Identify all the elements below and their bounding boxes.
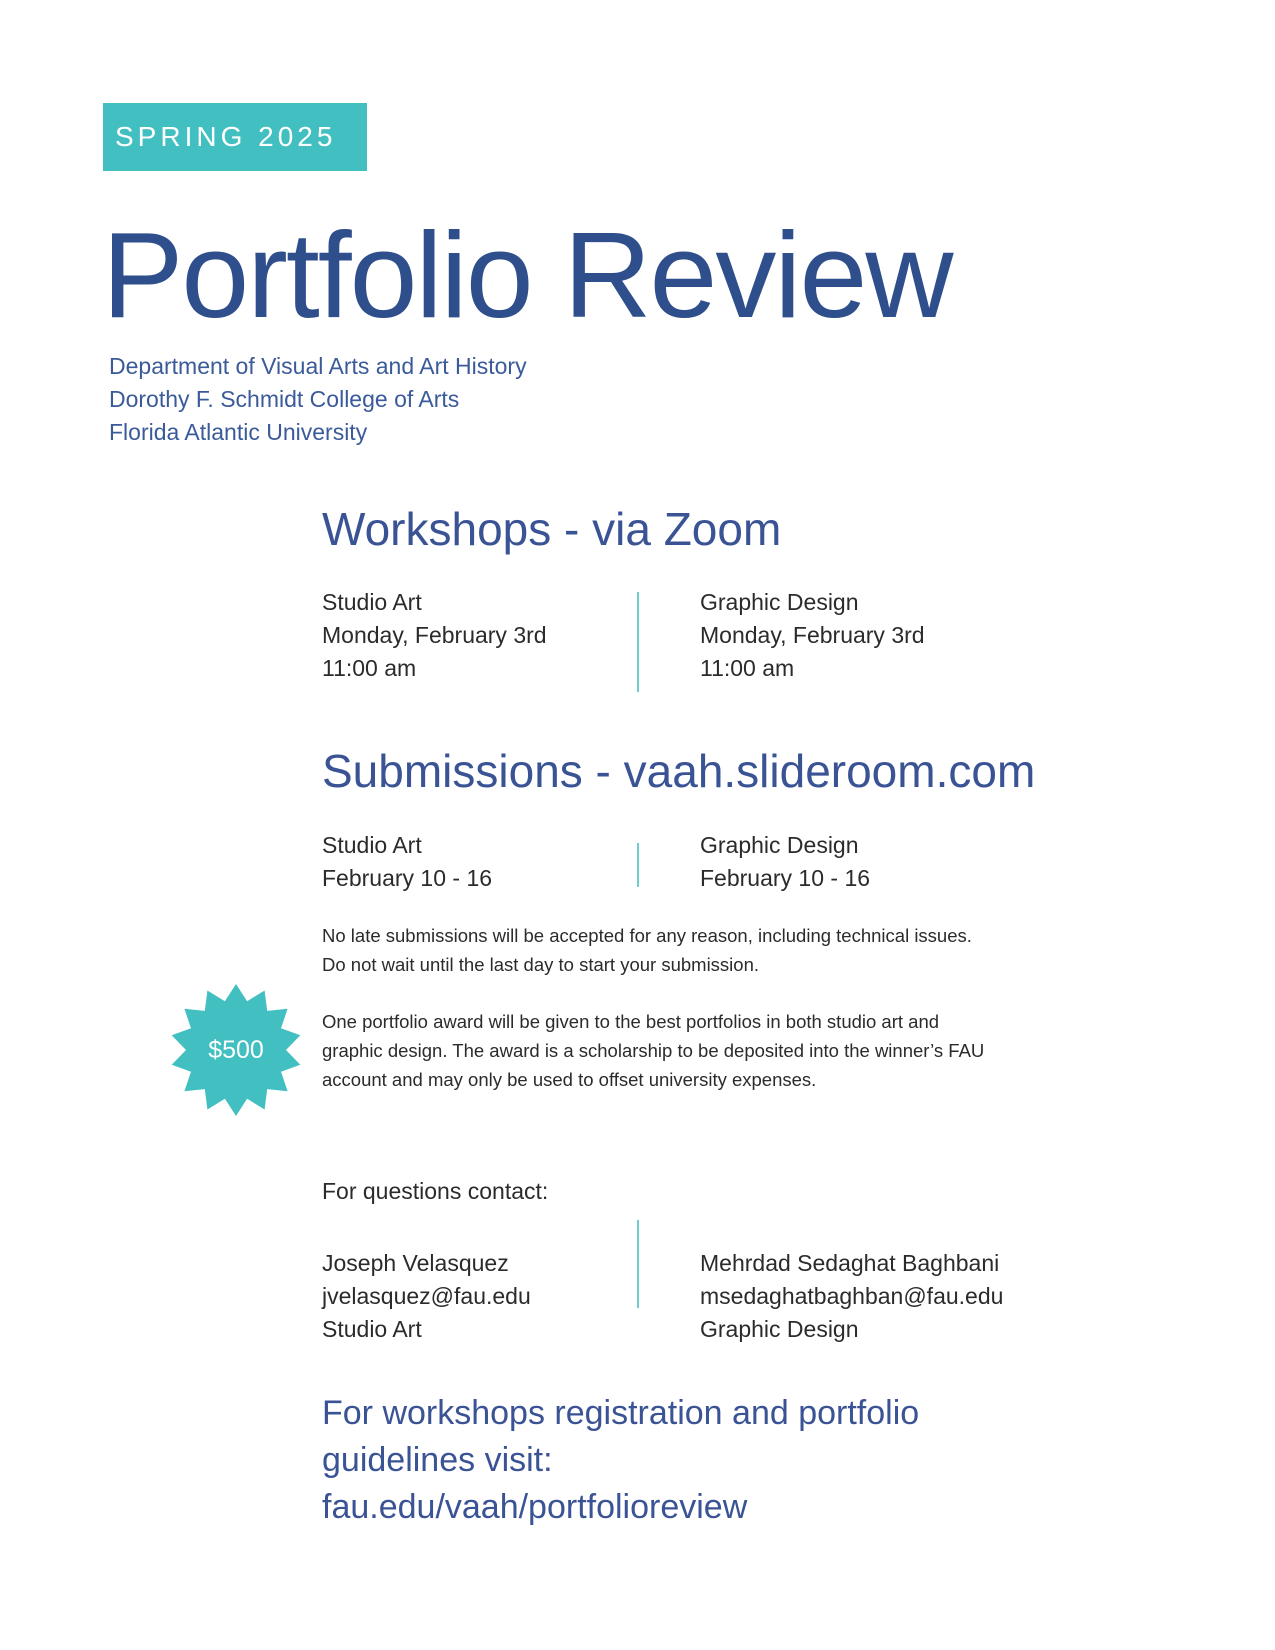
late-notice-line-2: Do not wait until the last day to start your submission. <box>322 954 760 975</box>
footer-link[interactable]: fau.edu/vaah/portfolioreview <box>322 1488 748 1526</box>
submission-studio-dates: February 10 - 16 <box>322 865 493 891</box>
contact-studio-area: Studio Art <box>322 1316 422 1342</box>
submission-design-dates: February 10 - 16 <box>700 865 871 891</box>
award-line-2: graphic design. The award is a scholarship to be deposited into the winner’s FAU <box>322 1040 985 1061</box>
submissions-heading: Submissions - vaah.slideroom.com <box>322 745 1036 797</box>
footer-line-1: For workshops registration and portfolio <box>322 1394 920 1432</box>
contact-heading: For questions contact: <box>322 1178 549 1204</box>
submissions-divider <box>637 843 639 887</box>
contacts-divider <box>637 1220 639 1308</box>
contact-studio-name: Joseph Velasquez <box>322 1250 509 1276</box>
award-line-1: One portfolio award will be given to the best portfolios in both studio art and <box>322 1011 940 1032</box>
workshop-design-date: Monday, February 3rd <box>700 622 925 648</box>
department-line: Department of Visual Arts and Art History <box>109 353 527 379</box>
contact-design-email[interactable]: msedaghatbaghban@fau.edu <box>700 1283 1004 1309</box>
workshop-studio-time: 11:00 am <box>322 655 417 681</box>
submission-studio-art <box>322 829 492 895</box>
submission-studio-name: Studio Art <box>322 832 422 858</box>
contact-design-name: Mehrdad Sedaghat Baghbani <box>700 1250 1000 1276</box>
college-line: Dorothy F. Schmidt College of Arts <box>109 386 460 412</box>
affiliation-block <box>109 350 527 449</box>
workshop-design-time: 11:00 am <box>700 655 795 681</box>
submission-graphic-design <box>700 829 870 895</box>
award-description <box>322 1007 1042 1094</box>
submission-design-name: Graphic Design <box>700 832 859 858</box>
contact-design-area: Graphic Design <box>700 1316 859 1342</box>
university-line: Florida Atlantic University <box>109 419 368 445</box>
late-notice <box>322 921 1042 979</box>
award-line-3: account and may only be used to offset university expenses. <box>322 1069 817 1090</box>
workshops-divider <box>637 592 639 692</box>
award-starburst <box>166 982 306 1118</box>
workshop-studio-date: Monday, February 3rd <box>322 622 547 648</box>
workshop-design-name: Graphic Design <box>700 589 859 615</box>
footer-cta <box>322 1390 1122 1531</box>
semester-badge: SPRING 2025 <box>103 103 367 171</box>
workshop-studio-art <box>322 586 547 685</box>
contact-studio-art <box>322 1247 531 1346</box>
contact-studio-email[interactable]: jvelasquez@fau.edu <box>322 1283 531 1309</box>
contact-graphic-design <box>700 1247 1003 1346</box>
workshops-heading: Workshops - via Zoom <box>322 503 782 555</box>
award-amount: $500 <box>208 1036 264 1064</box>
workshop-graphic-design <box>700 586 925 685</box>
late-notice-line-1: No late submissions will be accepted for any reason, including technical issues. <box>322 925 972 946</box>
page-title: Portfolio Review <box>102 207 952 343</box>
footer-line-2: guidelines visit: <box>322 1441 553 1479</box>
workshop-studio-name: Studio Art <box>322 589 422 615</box>
